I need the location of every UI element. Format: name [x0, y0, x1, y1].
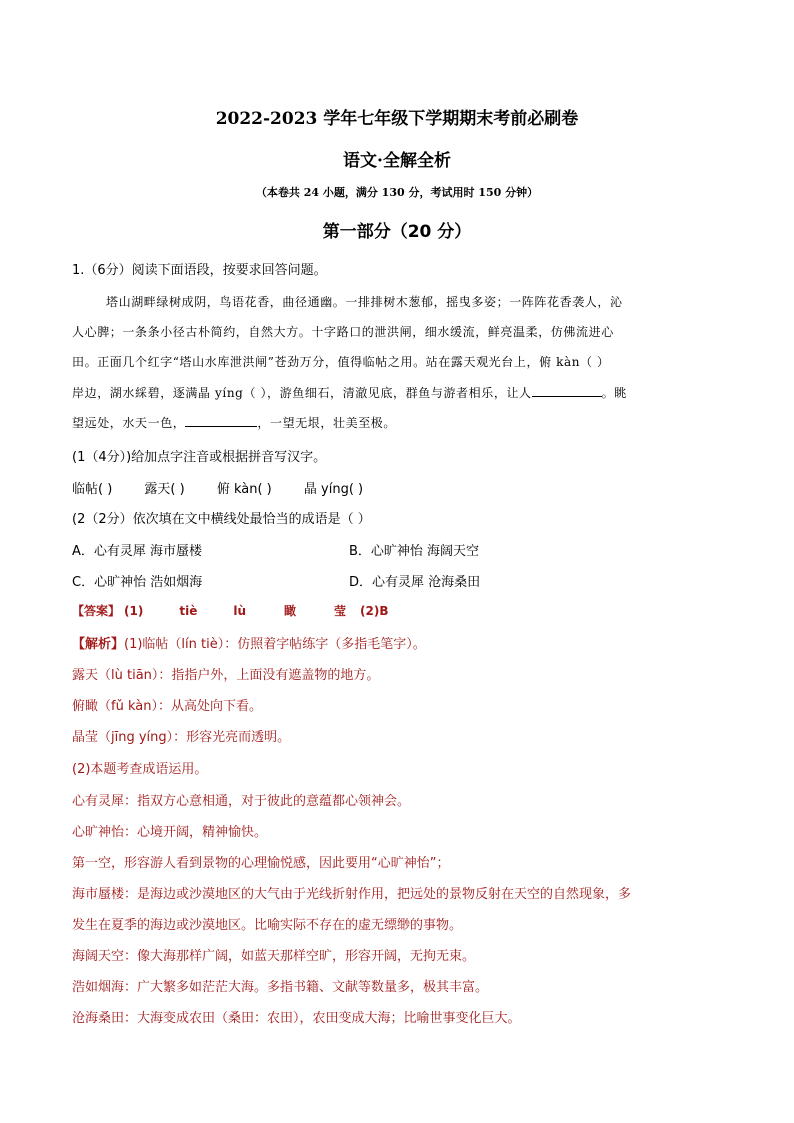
analysis-line-6: 心有灵犀：指双方心意相通，对于彼此的意蕴都心领神会。 — [72, 794, 411, 809]
analysis-line-10: 发生在夏季的海边或沙漠地区。比喻实际不存在的虚无缥缈的事物。 — [72, 918, 463, 933]
exam-subtitle: 语文·全解全析 — [343, 151, 451, 171]
analysis-line-8: 第一空，形容游人看到景物的心理愉悦感，因此要用“心旷神怡”； — [72, 856, 450, 871]
item-jingying: 晶 yíng( ) — [303, 482, 364, 497]
passage-line-2: 人心脾；一条条小径古朴简约，自然大方。十字路口的泄洪闸，细水缓流，鲜亮温柔，仿佛流进心 — [72, 325, 614, 339]
option-c: C．心旷神怡 浩如烟海 — [72, 575, 203, 590]
option-d: D．心有灵犀 沧海桑田 — [349, 575, 481, 590]
passage-line-4-end: 。眺 — [601, 386, 627, 400]
analysis-line-7: 心旷神怡：心境开阔，精神愉快。 — [72, 825, 268, 840]
answer-part-3: lù — [233, 604, 246, 618]
analysis-line-4: 晶莹（jīng yíng）：形容光亮而透明。 — [72, 730, 291, 745]
answer-part-2: tiè — [179, 604, 198, 618]
analysis-line-13: 沧海桑田：大海变成农田（桑田：农田），农田变成大海；比喻世事变化巨大。 — [72, 1011, 521, 1026]
analysis-line-12: 浩如烟海：广大繁多如茫茫大海。多指书籍、文献等数量多，极其丰富。 — [72, 980, 489, 995]
answer-label: 【答案】 — [72, 604, 121, 618]
part-title: 第一部分（20 分） — [322, 222, 472, 242]
answer-line — [72, 602, 389, 619]
sub-question-1-stem: (1（4分）)给加点字注音或根据拼音写汉字。 — [72, 450, 327, 465]
passage-line-1: 塔山湖畔绿树成阴，鸟语花香，曲径通幽。一排排树木葱郁，摇曳多姿；一阵阵花香袭人，沁 — [106, 295, 623, 309]
passage-line-5 — [72, 414, 396, 431]
passage-line-3: 田。正面几个红字“塔山水库泄洪闸”苍劲万分，值得临帖之用。站在露天观光台上，俯 kàn（ ） — [72, 355, 610, 369]
answer-part-6: (2)B — [360, 604, 389, 618]
item-fukan: 俯 kàn( ) — [216, 482, 272, 497]
item-lutian: 露天( ) — [144, 482, 185, 497]
question-1-stem: 1.（6分）阅读下面语段，按要求回答问题。 — [72, 263, 327, 278]
answer-blank-2 — [185, 414, 257, 427]
passage-line-5-text: 望远处，水天一色， — [72, 416, 186, 430]
answer-part-5: 莹 — [334, 604, 347, 618]
analysis-line-3: 俯瞰（fǔ kàn）：从高处向下看。 — [72, 699, 262, 714]
analysis-line-1 — [72, 633, 426, 652]
exam-note: （本卷共 24 小题，满分 130 分，考试用时 150 分钟） — [255, 186, 539, 199]
answer-part-1: (1) — [124, 604, 144, 618]
sub-question-1-items — [72, 478, 391, 497]
answer-blank-1 — [532, 384, 602, 397]
passage-line-5-end: ，一望无垠，壮美至极。 — [257, 416, 397, 430]
answer-part-4: 瞰 — [284, 604, 297, 618]
analysis-line-2: 露天（lù tiān）：指指户外，上面没有遮盖物的地方。 — [72, 668, 380, 683]
analysis-line-11: 海阔天空：像大海那样广阔，如蓝天那样空旷，形容开阔，无拘无束。 — [72, 949, 476, 964]
analysis-line-5: (2)本题考查成语运用。 — [72, 762, 208, 777]
option-a: A．心有灵犀 海市蜃楼 — [72, 544, 203, 559]
analysis-line-9: 海市蜃楼：是海边或沙漠地区的大气由于光线折射作用，把远处的景物反射在天空的自然现象，多 — [72, 887, 632, 902]
exam-title: 2022-2023 学年七年级下学期期末考前必刷卷 — [215, 109, 579, 129]
passage-line-4 — [72, 384, 627, 401]
option-b: B．心旷神怡 海阔天空 — [349, 544, 480, 559]
analysis-label: 【解析】 — [72, 637, 125, 652]
sub-question-2-stem: (2（2分）依次填在文中横线处最恰当的成语是（ ） — [72, 512, 371, 527]
passage-line-4-text: 岸边，湖水綵碧，逐满晶 yíng（ ），游鱼细石，清澈见底，群鱼与游者相乐，让人 — [72, 386, 532, 400]
item-lintie: 临帖( ) — [72, 482, 113, 497]
analysis-text-1: (1)临帖（lín tiè）：仿照着字帖练字（多指毛笔字）。 — [124, 637, 426, 652]
